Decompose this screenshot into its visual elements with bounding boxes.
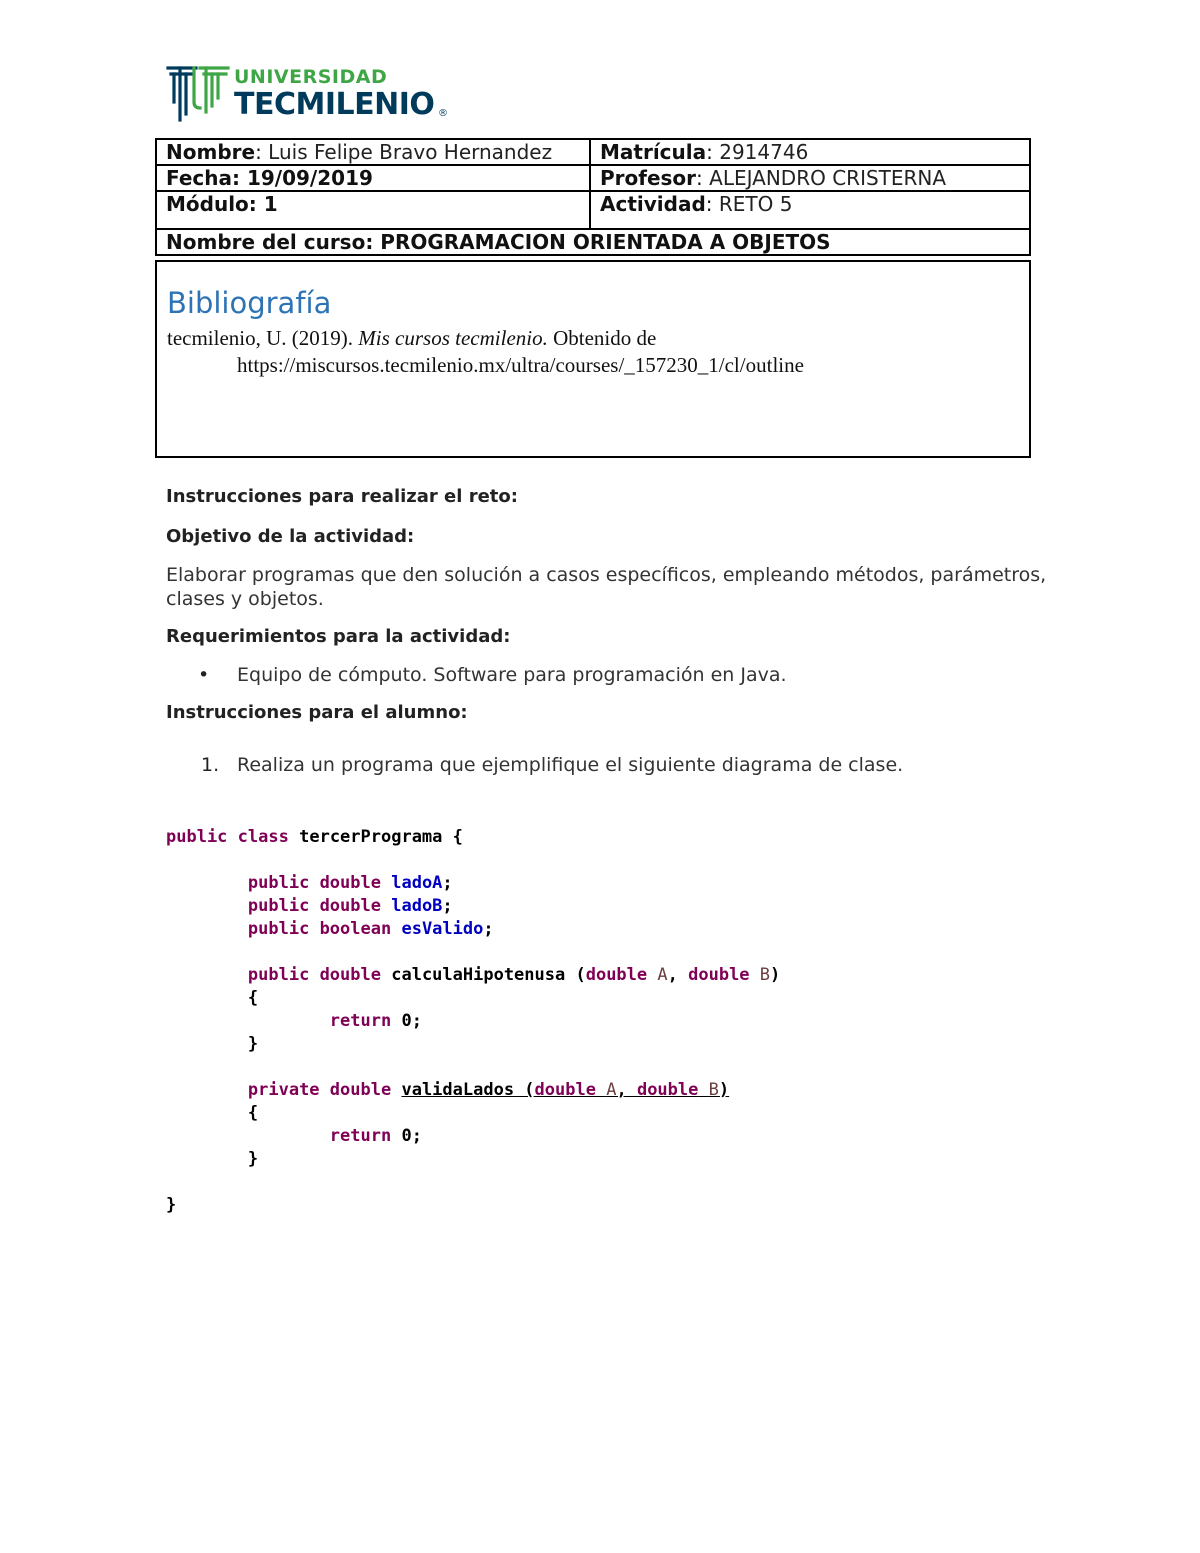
requirement-item: Equipo de cómputo. Software para programación en Java. [237, 664, 787, 686]
student-instructions-heading: Instrucciones para el alumno: [166, 702, 468, 723]
code-keyword: double [319, 965, 381, 985]
code-keyword: public [247, 896, 310, 916]
step-text: Realiza un programa que ejemplifique el siguiente diagrama de clase. [237, 754, 904, 776]
actividad-value: RETO 5 [718, 192, 793, 216]
table-row [156, 165, 1030, 191]
curso-cell [156, 229, 1030, 255]
code-keyword: class [237, 827, 289, 847]
step-number: 1. [201, 754, 220, 776]
curso-text: Nombre del curso: PROGRAMACION ORIENTADA A OBJETOS [166, 230, 831, 254]
logo-line-universidad: UNIVERSIDAD [234, 66, 388, 88]
reference-obtenido: Obtenido de [547, 326, 657, 350]
bibliography-title: Bibliografía [167, 286, 332, 320]
code-keyword: double [319, 873, 381, 893]
code-keyword: double [688, 965, 750, 985]
code-param: A [606, 1080, 617, 1100]
table-row [156, 139, 1030, 165]
logo-registered-mark: ® [438, 108, 448, 119]
table-row [156, 229, 1030, 255]
fecha-text: Fecha: 19/09/2019 [166, 166, 373, 190]
code-keyword: double [534, 1080, 596, 1100]
code-keyword: public [247, 873, 310, 893]
code-field: esValido [401, 919, 484, 939]
code-field: ladoA [391, 873, 443, 893]
instructions-heading: Instrucciones para realizar el reto: [166, 486, 518, 507]
profesor-value: ALEJANDRO CRISTERNA [709, 166, 947, 190]
matricula-cell: Matrícula: 2914746 [590, 139, 1030, 165]
modulo-text: Módulo: 1 [166, 192, 278, 216]
code-keyword: double [319, 896, 381, 916]
objective-text-line1: Elaborar programas que den solución a casos específicos, empleando métodos, parámetros, [166, 564, 1047, 586]
actividad-cell: Actividad: RETO 5 [590, 191, 1030, 229]
code-param: B [708, 1080, 719, 1100]
requirements-heading: Requerimientos para la actividad: [166, 626, 511, 647]
code-keyword: double [329, 1080, 392, 1100]
code-param: B [759, 965, 771, 985]
tecmilenio-emblem-icon [166, 62, 230, 122]
code-keyword: double [636, 1080, 699, 1100]
code-keyword: public [247, 919, 310, 939]
code-keyword: boolean [319, 919, 392, 939]
reference-work: Mis cursos tecmilenio. [358, 326, 548, 350]
code-method-name: calculaHipotenusa [391, 965, 566, 985]
reference-author: tecmilenio, U. (2019). [167, 326, 359, 350]
bullet-icon: • [198, 664, 210, 686]
code-class-name: tercerPrograma [299, 827, 443, 847]
code-underlined-signature: validaLados (double A, double B) [401, 1080, 730, 1100]
code-keyword: return [329, 1126, 392, 1146]
bibliography-box [155, 260, 1031, 458]
objective-text-line2: clases y objetos. [166, 588, 324, 610]
logo-line-tecmilenio: TECMILENIO [234, 87, 435, 122]
profesor-label: Profesor [600, 166, 697, 190]
objective-heading: Objetivo de la actividad: [166, 526, 415, 547]
modulo-cell [156, 191, 590, 229]
code-keyword: public [166, 827, 228, 847]
fecha-cell [156, 165, 590, 191]
profesor-cell: Profesor: ALEJANDRO CRISTERNA [590, 165, 1030, 191]
code-keyword: double [585, 965, 648, 985]
table-row [156, 191, 1030, 229]
actividad-label: Actividad [600, 192, 706, 216]
nombre-value: Luis Felipe Bravo Hernandez [268, 140, 553, 164]
matricula-label: Matrícula [600, 140, 707, 164]
university-logo [166, 62, 466, 128]
code-keyword: private [247, 1080, 320, 1100]
code-literal: 0 [401, 1126, 412, 1146]
code-keyword: public [247, 965, 310, 985]
student-info-table [155, 138, 1031, 256]
java-code-listing: public class tercerPrograma { public double ladoA; public double ladoB; public boolean esValido; public double calculaHipotenusa (double A, double B) { return 0; } private double validaLados (double A, double B) { return 0; } } [166, 827, 781, 1215]
code-keyword: return [329, 1011, 392, 1031]
code-method-name: validaLados [401, 1080, 515, 1100]
reference-url: https://miscursos.tecmilenio.mx/ultra/courses/_157230_1/cl/outline [237, 353, 804, 377]
nombre-cell: Nombre: Luis Felipe Bravo Hernandez [156, 139, 590, 165]
code-field: ladoB [391, 896, 443, 916]
matricula-value: 2914746 [719, 140, 809, 164]
code-literal: 0 [401, 1011, 412, 1031]
nombre-label: Nombre [166, 140, 256, 164]
code-param: A [657, 965, 668, 985]
bibliography-reference [167, 326, 656, 351]
